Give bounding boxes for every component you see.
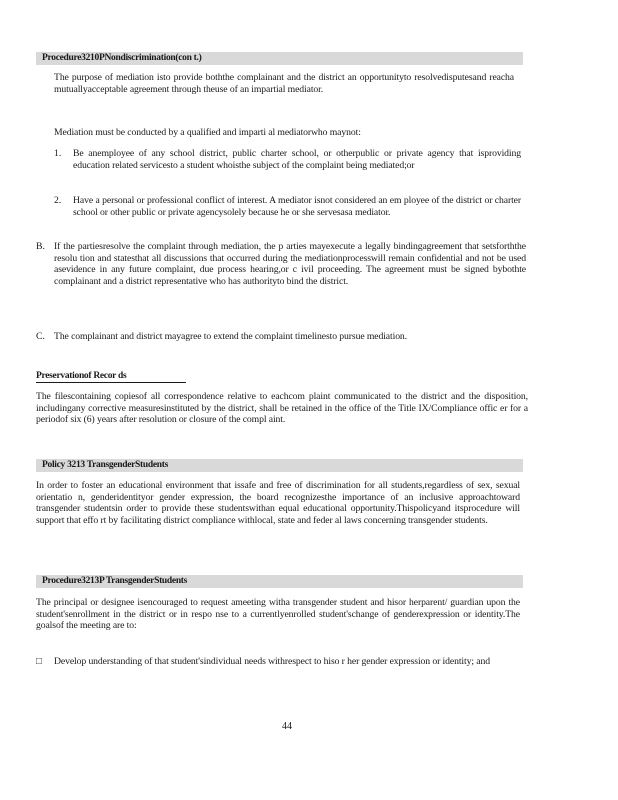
preservation-paragraph: The filescontaining copiesof all correspondence relative to eachcom plaint communicated to the district and the disposition, includingany corrective measuresinstituted by the district, shall be retained in the office of the Title IX/Compliance offic er for a periodof six (6) years after resolution or closure of the compl aint. bbox=[36, 391, 528, 426]
checkbox-bullet-icon: □ bbox=[36, 656, 42, 667]
list-marker-c: C. bbox=[36, 331, 45, 342]
goal-list-item: Develop understanding of that student'sindividual needs withrespect to hiso r her gender expression or identity; and bbox=[54, 656, 490, 667]
list-item-2: Have a personal or professional conflict of interest. A mediator isnot considered an em ployee of the district or charter school or other public or private agencysolely because he or she servesasa mediator. bbox=[73, 195, 521, 218]
mediation-agreement-paragraph: If the partiesresolve the complaint through mediation, the p arties mayexecute a legally bindingagreement that setsforththe resolu tion and statesthat all discussions that occurred during the mediationprocesswill remain confidential and not be used asevidence in any future complaint, due process hearing,or c ivil proceeding. The agreement must be signed bybothte complainant and a district representative who has authorityto bind the district. bbox=[54, 241, 526, 287]
mediator-qualification-paragraph: Mediation must be conducted by a qualified and imparti al mediatorwho maynot: bbox=[54, 127, 361, 138]
procedure-3213-header: Procedure3213P TransgenderStudents bbox=[36, 575, 523, 588]
list-marker-1: 1. bbox=[54, 148, 62, 159]
mediation-purpose-paragraph: The purpose of mediation isto provide boththe complainant and the district an opportunityto resolvedisputesand reacha mutuallyacceptable agreement through theuse of an impartial mediator. bbox=[54, 72, 514, 95]
list-marker-b: B. bbox=[36, 241, 45, 252]
timeline-extension-paragraph: The complainant and district mayagree to extend the complaint timelinesto pursue mediation. bbox=[54, 331, 407, 342]
list-item-1: Be anemployee of any school district, public charter school, or otherpublic or private agency that isproviding education related servicesto a student whoisthe subject of the complaint being mediated;or bbox=[73, 148, 521, 171]
list-marker-2: 2. bbox=[54, 195, 62, 206]
procedure-3210-header: Procedure3210PNondiscrimination(con t.) bbox=[36, 52, 523, 65]
policy-3213-paragraph: In order to foster an educational environment that issafe and free of discrimination for all students,regardless of sex, sexual orientatio n, genderidentityor gender expression, the board recognizesthe importance of an inclusive approachtoward transgender studentsin order to provide these studentswithan equal educational opportunity.Thispolicyand itsprocedure will support that effo rt by facilitating district compliance withlocal, state and feder al laws concerning transgender students. bbox=[36, 480, 520, 526]
preservation-of-records-heading: Preservationof Recor ds bbox=[36, 370, 186, 383]
policy-3213-header: Policy 3213 TransgenderStudents bbox=[36, 459, 523, 472]
page-number: 44 bbox=[282, 721, 292, 732]
procedure-3213-paragraph: The principal or designee isencouraged to request ameeting witha transgender student and hisor herparent/ guardian upon the student'senrollment in the district or in respo nse to a currentlyenrolled student'schange of genderexpression or identity.The goalsof the meeting are to: bbox=[36, 597, 520, 632]
